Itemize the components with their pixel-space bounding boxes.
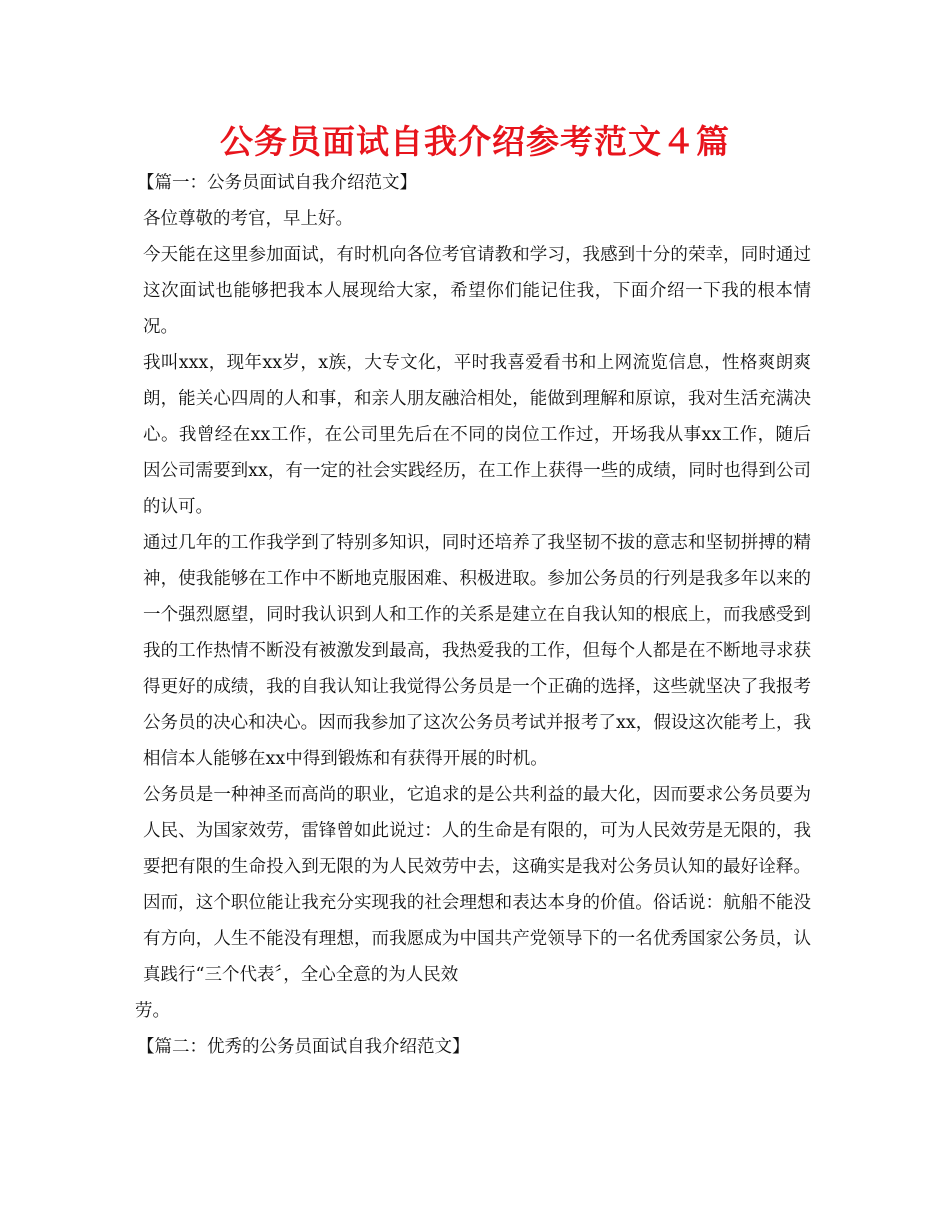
paragraph-background: 我叫xxx，现年xx岁，x族，大专文化，平时我喜爱看书和上网流览信息，性格爽朗爽朗，能关心四周的人和事，和亲人朋友融洽相处，能做到理解和原谅，我对生活充满决心。我曾经在xx工作，在公司里先后在不同的岗位工作过，开场我从事xx工作，随后因公司需要到xx，有一定的社会实践经历，在工作上获得一些的成绩，同时也得到公司的认可。 bbox=[143, 353, 811, 517]
paragraph-ideals-end: 劳。 bbox=[135, 1001, 170, 1021]
paragraph-greeting: 各位尊敬的考官，早上好。 bbox=[143, 209, 353, 229]
paragraph-intro: 今天能在这里参加面试，有时机向各位考官请教和学习，我感到十分的荣幸，同时通过这次面试也能够把我本人展现给大家，希望你们能记住我，下面介绍一下我的根本情况。 bbox=[143, 245, 811, 337]
section-heading-2: 【篇二：优秀的公务员面试自我介绍范文】 bbox=[137, 1037, 470, 1057]
paragraph-ideals: 公务员是一种神圣而高尚的职业，它追求的是公共利益的最大化，因而要求公务员要为人民、为国家效劳，雷锋曾如此说过：人的生命是有限的，可为人民效劳是无限的，我要把有限的生命投入到无限的为人民效劳中去，这确实是我对公务员认知的最好诠释。因而，这个职位能让我充分实现我的社会理想和表达本身的价值。俗话说：航船不能没有方向，人生不能没有理想，而我愿成为中国共产党领导下的一名优秀国家公务员，认真践行“三个代表〞，全心全意的为人民效 bbox=[143, 785, 811, 985]
document-title: 公务员面试自我介绍参考范文４篇 bbox=[220, 122, 730, 161]
document-body bbox=[135, 165, 811, 1065]
paragraph-motivation: 通过几年的工作我学到了特别多知识，同时还培养了我坚韧不拔的意志和坚韧拼搏的精神，使我能够在工作中不断地克服困难、积极进取。参加公务员的行列是我多年以来的一个强烈愿望，同时我认识到人和工作的关系是建立在自我认知的根底上，而我感受到我的工作热情不断没有被激发到最高，我热爱我的工作，但每个人都是在不断地寻求获得更好的成绩，我的自我认知让我觉得公务员是一个正确的选择，这些就坚决了我报考公务员的决心和决心。因而我参加了这次公务员考试并报考了xx，假设这次能考上，我相信本人能够在xx中得到锻炼和有获得开展的时机。 bbox=[143, 533, 811, 769]
section-heading-1: 【篇一：公务员面试自我介绍范文】 bbox=[137, 173, 417, 193]
